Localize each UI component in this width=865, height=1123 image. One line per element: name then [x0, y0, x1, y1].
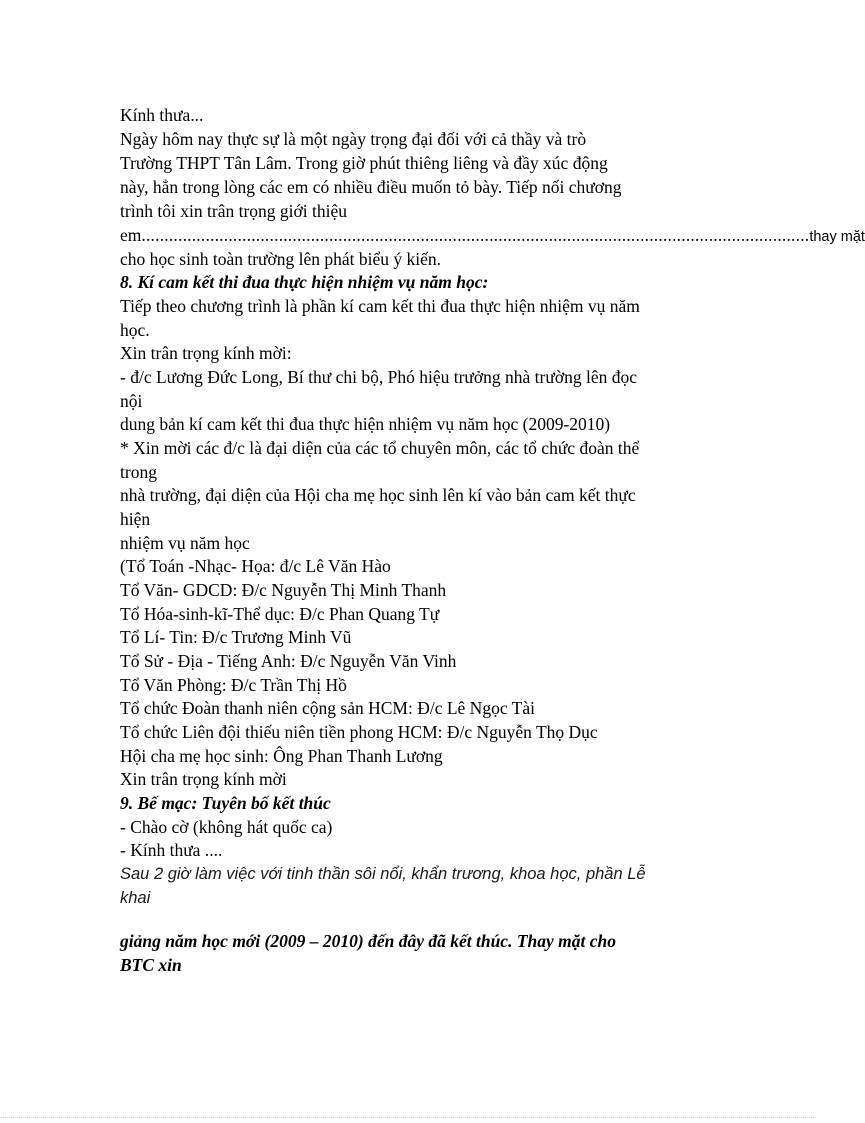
- section-8-line-4: - đ/c Lương Đức Long, Bí thư chi bộ, Phó hiệu trưởng nhà trường lên đọc: [120, 367, 637, 387]
- section-8-line-2: học.: [120, 320, 150, 340]
- section-9-italic-line-1: Sau 2 giờ làm việc với tinh thần sôi nổi, khẩn trương, khoa học, phần Lễ: [120, 865, 646, 883]
- section-8-line-6: dung bản kí cam kết thi đua thực hiện nhiệm vụ năm học (2009-2010): [120, 414, 611, 434]
- committee-line-8: Tổ chức Liên đội thiếu niên tiền phong HCM: Đ/c Nguyễn Thọ Dục: [120, 722, 598, 742]
- invite-dots: ..................................................................................................................................................: [141, 225, 810, 245]
- page-bottom-rule: [0, 1117, 816, 1118]
- intro-line-5: cho học sinh toàn trường lên phát biểu ý kiến.: [120, 249, 442, 269]
- committee-line-5: Tổ Sử - Địa - Tiếng Anh: Đ/c Nguyễn Văn Vinh: [120, 651, 457, 671]
- intro-line-1: Ngày hôm nay thực sự là một ngày trọng đại đối với cả thầy và trò: [120, 129, 587, 149]
- invite-dotted-line: [120, 224, 865, 248]
- closing-line-1: giảng năm học mới (2009 – 2010) đến đây đã kết thúc. Thay mặt cho: [120, 931, 616, 951]
- committee-line-9: Hội cha mẹ học sinh: Ông Phan Thanh Lương: [120, 746, 443, 766]
- section-8-line-11: nhiệm vụ năm học: [120, 533, 250, 553]
- section-9-heading: 9. Bế mạc: Tuyên bố kết thúc: [120, 793, 331, 813]
- section-8-heading: 8. Kí cam kết thi đua thực hiện nhiệm vụ năm học:: [120, 272, 489, 292]
- section-9-italic-line-2: khai: [120, 889, 151, 907]
- invite-suffix: thay mặt: [809, 229, 865, 245]
- section-8-line-3: Xin trân trọng kính mời:: [120, 343, 292, 363]
- committee-line-7: Tổ chức Đoàn thanh niên cộng sản HCM: Đ/c Lê Ngọc Tài: [120, 698, 535, 718]
- committee-line-3: Tổ Hóa-sinh-kĩ-Thể dục: Đ/c Phan Quang Tự: [120, 604, 440, 624]
- intro-line-4: trình tôi xin trân trọng giới thiệu: [120, 201, 348, 221]
- section-8-line-8: trong: [120, 462, 157, 482]
- intro-line-2: Trường THPT Tân Lâm. Trong giờ phút thiêng liêng và đầy xúc động: [120, 153, 608, 173]
- committee-line-1: (Tổ Toán -Nhạc- Họa: đ/c Lê Văn Hào: [120, 556, 391, 576]
- section-8-line-10: hiện: [120, 509, 151, 529]
- invite-prefix: em: [120, 225, 142, 245]
- intro-line-3: này, hẳn trong lòng các em có nhiều điều muốn tỏ bày. Tiếp nối chương: [120, 177, 622, 197]
- section-9-line-2: - Kính thưa ....: [120, 840, 223, 860]
- section-9-line-1: - Chào cờ (không hát quốc ca): [120, 817, 333, 837]
- committee-line-2: Tổ Văn- GDCD: Đ/c Nguyễn Thị Minh Thanh: [120, 580, 447, 600]
- section-8-line-5: nội: [120, 391, 143, 411]
- greeting-line: Kính thưa...: [120, 105, 204, 125]
- section-8-line-7: * Xin mời các đ/c là đại diện của các tổ chuyên môn, các tổ chức đoàn thể: [120, 438, 640, 458]
- section-8-closing-line: Xin trân trọng kính mời: [120, 769, 287, 789]
- section-8-line-9: nhà trường, đại diện của Hội cha mẹ học sinh lên kí vào bản cam kết thực: [120, 485, 636, 505]
- closing-line-2: BTC xin: [120, 955, 182, 975]
- committee-line-6: Tổ Văn Phòng: Đ/c Trần Thị Hồ: [120, 675, 347, 695]
- committee-line-4: Tổ Lí- Tin: Đ/c Trương Minh Vũ: [120, 627, 352, 647]
- section-8-line-1: Tiếp theo chương trình là phần kí cam kết thi đua thực hiện nhiệm vụ năm: [120, 296, 640, 316]
